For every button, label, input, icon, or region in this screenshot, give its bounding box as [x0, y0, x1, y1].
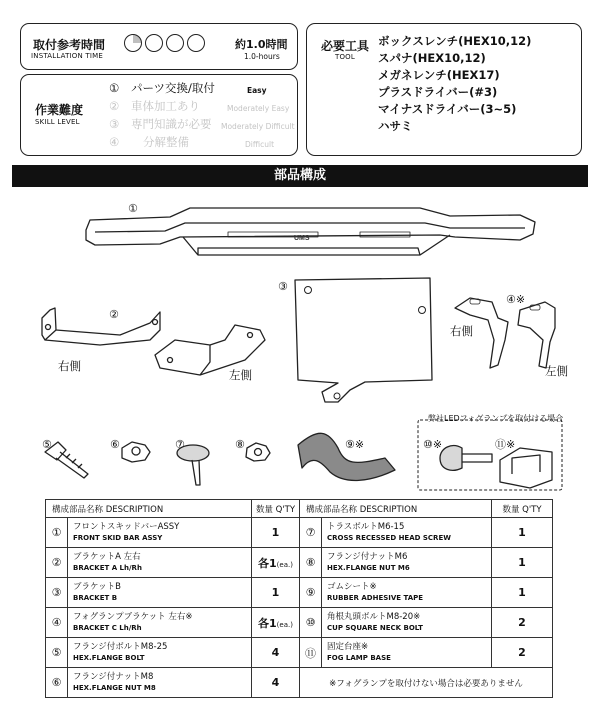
- label-10: ⑩※: [423, 438, 443, 451]
- label-9: ⑨※: [345, 438, 365, 451]
- truss-screw-drawing: [177, 445, 209, 485]
- installation-time-label-en: INSTALLATION TIME: [31, 52, 103, 60]
- label-11: ⑪※: [495, 438, 516, 451]
- skill-level-4-en: Difficult: [245, 140, 275, 149]
- tool-box: [306, 23, 582, 156]
- label-5: ⑤: [42, 438, 52, 451]
- time-clocks: [124, 34, 208, 56]
- tool-label-en: TOOL: [335, 53, 355, 61]
- parts-table: [45, 499, 553, 698]
- clock-icon: [145, 34, 163, 52]
- brand-logo: UMS: [294, 235, 310, 242]
- col-header-name: 構成部品名称 DESCRIPTION: [300, 500, 492, 518]
- col-header-qty: 数量 Q'TY: [492, 500, 553, 518]
- label-8: ⑧: [235, 438, 245, 451]
- skill-level-4: ④ 分解整備: [109, 135, 189, 149]
- time-value: 約1.0時間: [235, 38, 288, 51]
- fog-lamp-note: 弊社LEDフォグランプを取付ける場合: [428, 414, 564, 423]
- clock-icon: [166, 34, 184, 52]
- skill-level-3: ③ 専門知識が必要: [109, 117, 212, 131]
- bracket-c-left-label: 左側: [545, 364, 568, 378]
- col-header-name: 構成部品名称 DESCRIPTION: [46, 500, 252, 518]
- skill-level-2-en: Moderately Easy: [227, 104, 290, 113]
- tool-label: 必要工具: [321, 39, 370, 53]
- installation-time-label: 取付参考時間: [33, 38, 106, 52]
- flange-nut-m6-drawing: [246, 443, 270, 461]
- table-row: ② ブラケットA 左右 BRACKET A Lh/Rh 各1(ea.) ⑧ フランジ付ナットM6 HEX.FLANGE NUT M6 1: [46, 548, 553, 578]
- skid-bar-drawing: [86, 208, 535, 255]
- label-6: ⑥: [110, 438, 120, 451]
- flange-nut-m8-drawing: [122, 442, 150, 462]
- table-row: ④ フォグランプブラケット 左右※ BRACKET C Lh/Rh 各1(ea.) ⑩ 角根丸頭ボルトM8-20※ CUP SQUARE NECK BOLT 2: [46, 608, 553, 638]
- skill-level-label: 作業難度: [35, 103, 84, 117]
- clock-icon: [187, 34, 205, 52]
- skill-level-1: ① パーツ交換/取付: [109, 81, 215, 95]
- table-row: ⑤ フランジ付ボルトM8-25 HEX.FLANGE BOLT 4 ⑪ 固定台座※ FOG LAMP BASE 2: [46, 638, 553, 668]
- skill-level-1-en: Easy: [247, 86, 267, 95]
- cup-bolt-drawing: [440, 446, 492, 471]
- left-side-label: 左側: [229, 368, 252, 382]
- table-row: ③ ブラケットB BRACKET B 1 ⑨ ゴムシート※ RUBBER ADHESIVE TAPE 1: [46, 578, 553, 608]
- col-header-qty: 数量 Q'TY: [252, 500, 300, 518]
- tool-item: スパナ(HEX10,12): [378, 51, 486, 65]
- skill-level-box: [20, 74, 298, 156]
- label-4: ④※: [506, 293, 526, 306]
- skill-level-2: ② 車体加工あり: [109, 99, 200, 113]
- label-1: ①: [128, 202, 138, 215]
- parts-diagram: [0, 190, 600, 495]
- tool-item: プラスドライバー(#3): [378, 85, 498, 99]
- bracket-a-right-drawing: [42, 308, 160, 345]
- bracket-c-right-label: 右側: [450, 324, 473, 338]
- right-side-label: 右側: [58, 359, 81, 373]
- skill-level-label-en: SKILL LEVEL: [35, 118, 80, 126]
- table-row: ① フロントスキッドバーASSY FRONT SKID BAR ASSY 1 ⑦ トラスボルトM6-15 CROSS RECESSED HEAD SCREW 1: [46, 518, 553, 548]
- skill-level-3-en: Moderately Difficult: [221, 122, 295, 131]
- label-2: ②: [109, 308, 119, 321]
- table-footnote: ※フォグランプを取付けない場合は必要ありません: [300, 668, 553, 698]
- tool-item: ハサミ: [378, 119, 413, 133]
- installation-time-box: [20, 23, 298, 70]
- tool-item: ボックスレンチ(HEX10,12): [378, 34, 532, 48]
- clock-icon: [124, 34, 142, 52]
- fog-lamp-base-drawing: [500, 448, 552, 488]
- section-title: 部品構成: [12, 165, 588, 187]
- time-value-en: 1.0-hours: [244, 52, 280, 61]
- tool-item: メガネレンチ(HEX17): [378, 68, 500, 82]
- bracket-b-drawing: [295, 278, 432, 402]
- label-3: ③: [278, 280, 288, 293]
- label-7: ⑦: [175, 438, 185, 451]
- tool-item: マイナスドライバー(3~5): [378, 102, 517, 116]
- tool-list: [378, 33, 531, 135]
- table-row: ⑥ フランジ付ナットM8 HEX.FLANGE NUT M8 4 ※フォグランプを取付けない場合は必要ありません: [46, 668, 553, 698]
